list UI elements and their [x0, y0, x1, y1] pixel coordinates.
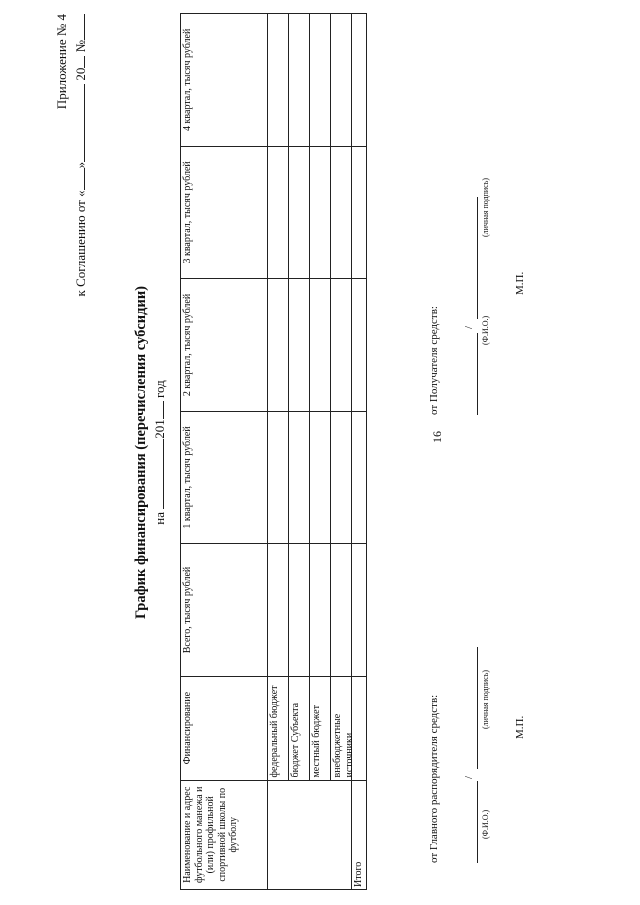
- recipient-label: от Получателя средств:: [428, 306, 440, 415]
- main-distributor-label: от Главного распорядителя средств:: [428, 694, 440, 863]
- year-suffix: год: [152, 380, 167, 399]
- financing-item-subject: бюджет Субъекта: [289, 677, 310, 780]
- page-number: 16: [430, 431, 444, 443]
- appendix-label: Приложение № 4: [54, 14, 69, 110]
- q2-cell: [268, 279, 352, 412]
- agreement-prefix: к Соглашению от «: [73, 190, 88, 297]
- q1-cell: [268, 411, 352, 544]
- total-cell: [268, 544, 352, 677]
- agreement-number: №: [73, 40, 88, 53]
- q3-cell: [268, 146, 352, 279]
- q4-cell: [268, 14, 352, 147]
- recipient-fio: (Ф.И.О.): [481, 315, 490, 345]
- financing-item-federal: федеральный бюджет: [268, 677, 289, 780]
- header-q1: 1 квартал, тысяч рублей: [181, 411, 268, 544]
- main-distributor-slash: /: [463, 775, 475, 779]
- header-financing: Финансирование: [181, 676, 268, 780]
- header-q3: 3 квартал, тысяч рублей: [181, 146, 268, 279]
- header-total: Всего, тысяч рублей: [181, 544, 268, 677]
- table-header-row: [181, 14, 268, 890]
- financing-schedule-table: [180, 13, 367, 890]
- name-cell: [268, 780, 352, 889]
- agreement-mid: »: [73, 161, 88, 169]
- main-distributor-stamp: М.П.: [514, 715, 526, 739]
- header-name-address: Наименование и адрес футбольного манежа и (или) профильной спортивной школы по футболу: [181, 780, 268, 889]
- agreement-reference: [73, 14, 89, 297]
- recipient-stamp: М.П.: [514, 271, 526, 295]
- recipient-signature: (личная подпись): [481, 177, 490, 237]
- main-distributor-signature: (личная подпись): [481, 669, 490, 729]
- agreement-year: 20: [73, 67, 88, 81]
- recipient-slash: /: [463, 325, 475, 329]
- financing-item-local: местный бюджет: [310, 677, 331, 780]
- financing-cell: [268, 676, 355, 780]
- document-title: График финансирования (перечисления субсидии): [133, 285, 149, 620]
- header-q2: 2 квартал, тысяч рублей: [181, 279, 268, 412]
- main-distributor-fio: (Ф.И.О.): [481, 809, 490, 839]
- financing-item-extrabudgetary: внебюджетные источники: [332, 713, 355, 778]
- header-q4: 4 квартал, тысяч рублей: [181, 14, 268, 147]
- year-middle: 201: [152, 419, 167, 439]
- total-row-label: Итого: [352, 780, 367, 889]
- year-prefix: на: [152, 512, 167, 525]
- table-row: [268, 14, 352, 890]
- year-line: [152, 0, 168, 905]
